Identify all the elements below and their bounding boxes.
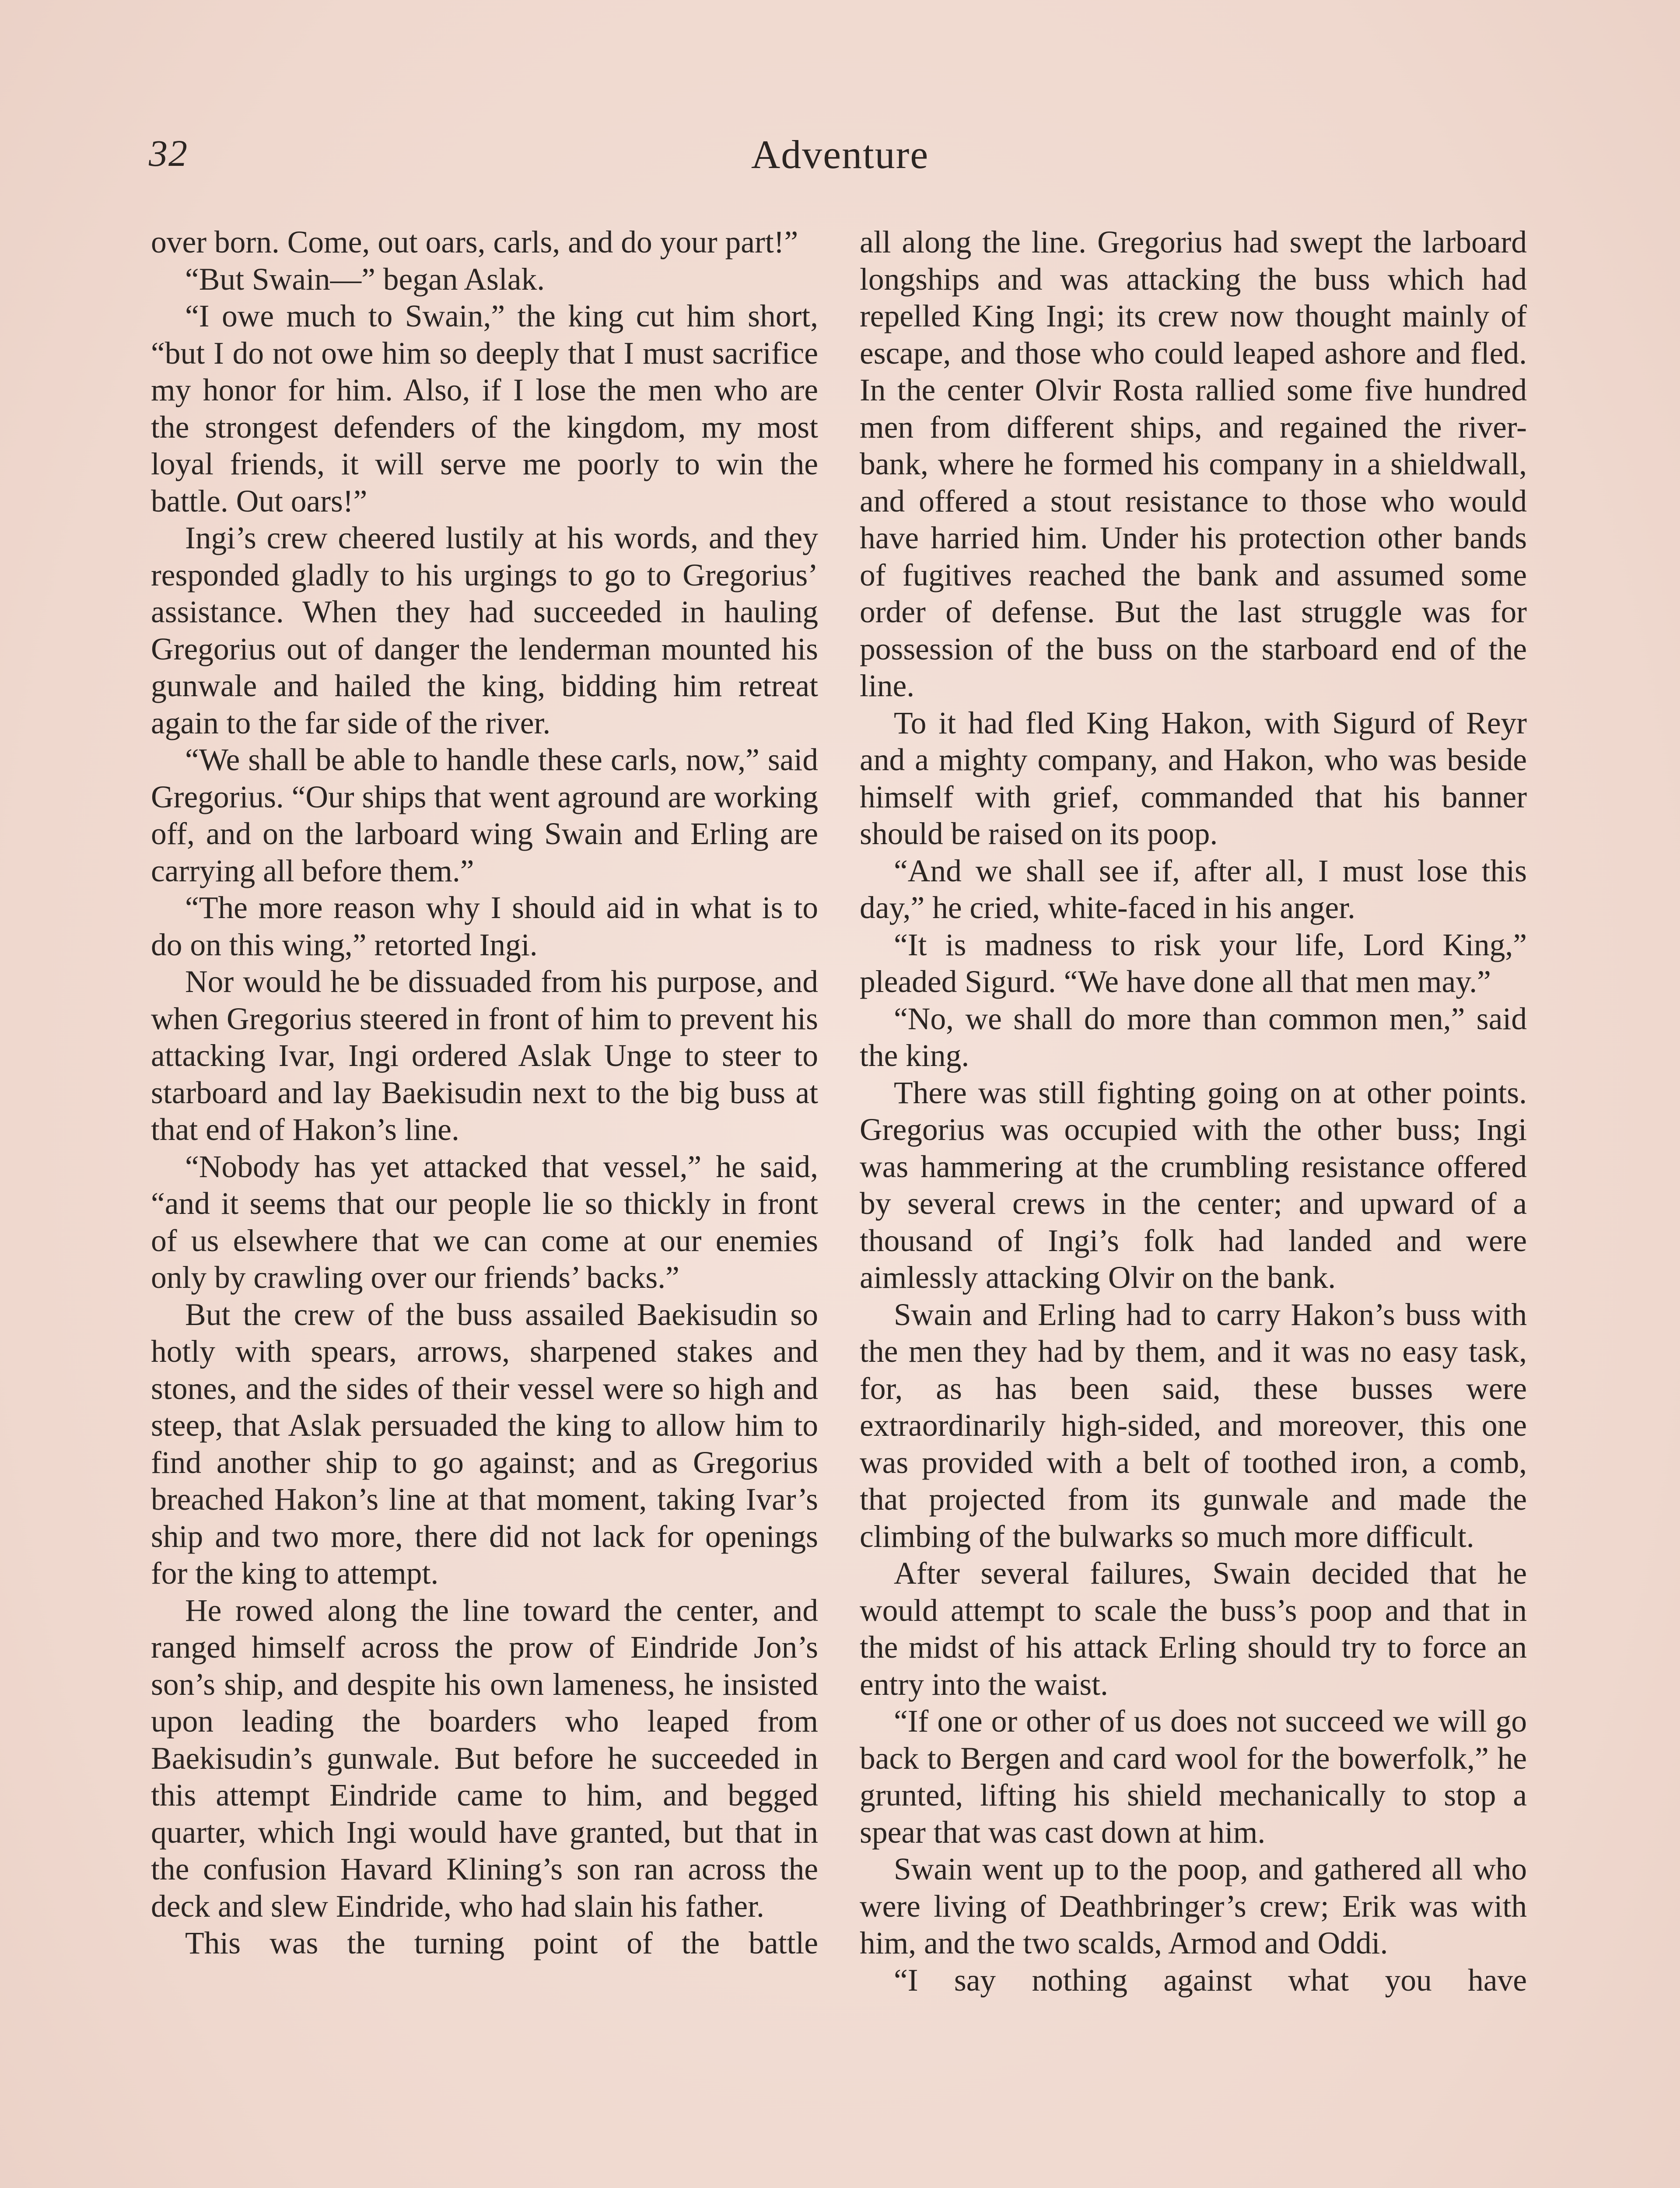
paragraph: all along the line. Gregorius had swept the larboard longships and was attacking the buss which had repelled King Ingi; its crew now thought mainly of escape, and those who could leaped ashore and fled. In the center Olvir Rosta rallied some five hundred men from different ships, and regained the river-bank, where he formed his company in a shieldwall, and offered a stout resistance to those who would have harried him. Under his protection other bands of fugitives reached the bank and assumed some order of defense. But the last struggle was for possession of the buss on the starboard end of the line. bbox=[860, 225, 1527, 703]
paragraph: There was still fighting going on at other points. Gregorius was occupied with the other buss; Ingi was hammering at the crumbling resistance offered by several crews in the center; and upward of a thousand of Ingi’s folk had landed and were aimlessly attacking Olvir on the bank. bbox=[860, 1075, 1527, 1295]
paragraph: “We shall be able to handle these carls, now,” said Gregorius. “Our ships that went aground are working off, and on the larboard wing Swain and Erling are carrying all before them.” bbox=[151, 743, 818, 888]
paragraph: over born. Come, out oars, carls, and do your part!” bbox=[151, 225, 798, 259]
paragraph: “The more reason why I should aid in what is to do on this wing,” retorted Ingi. bbox=[151, 891, 818, 962]
paragraph: “Nobody has yet attacked that vessel,” he said, “and it seems that our people lie so thickly in front of us elsewhere that we can come at our enemies only by crawling over our friends’ backs.” bbox=[151, 1149, 818, 1295]
paragraph: “It is madness to risk your life, Lord King,” pleaded Sigurd. “We have done all that men may.” bbox=[860, 927, 1527, 999]
right-column bbox=[860, 224, 1527, 1999]
paragraph: “I owe much to Swain,” the king cut him short, “but I do not owe him so deeply that I must sacrifice my honor for him. Also, if I lose the men who are the strongest defenders of the kingdom, my most loyal friends, it will serve me poorly to win the battle. Out oars!” bbox=[151, 299, 818, 519]
paragraph: “And we shall see if, after all, I must lose this day,” he cried, white-faced in his anger. bbox=[860, 853, 1527, 925]
left-column bbox=[151, 224, 818, 1962]
page-number: 32 bbox=[149, 132, 188, 174]
page-header bbox=[149, 131, 1531, 184]
paragraph: But the crew of the buss assailed Baekisudin so hotly with spears, arrows, sharpened stakes and stones, and the sides of their vessel were so high and steep, that Aslak persuaded the king to allow him to find another ship to go against; and as Gregorius breached Hakon’s line at that moment, taking Ivar’s ship and two more, there did not lack for openings for the king to attempt. bbox=[151, 1297, 818, 1591]
running-title: Adventure bbox=[751, 132, 929, 177]
paragraph: He rowed along the line toward the center, and ranged himself across the prow of Eindride Jon’s son’s ship, and despite his own lameness, he insisted upon leading the boarders who leaped from Baekisudin’s gunwale. But before he succeeded in this attempt Eindride came to him, and begged quarter, which Ingi would have granted, but that in the confusion Havard Klining’s son ran across the deck and slew Eindride, who had slain his father. bbox=[151, 1593, 818, 1924]
paragraph: “No, we shall do more than common men,” said the king. bbox=[860, 1001, 1527, 1073]
paragraph: “If one or other of us does not succeed we will go back to Bergen and card wool for the bowerfolk,” he grunted, lifting his shield mechanically to stop a spear that was cast down at him. bbox=[860, 1704, 1527, 1850]
paragraph: This was the turning point of the battle bbox=[185, 1926, 818, 1960]
paragraph: Swain and Erling had to carry Hakon’s buss with the men they had by them, and it was no easy task, for, as has been said, these busses were extraordinarily high-sided, and moreover, this one was provided with a belt of toothed iron, a comb, that projected from its gunwale and made the climbing of the bulwarks so much more difficult. bbox=[860, 1297, 1527, 1554]
paragraph: “I say nothing against what you have bbox=[894, 1963, 1527, 1998]
paragraph: After several failures, Swain decided that he would attempt to scale the buss’s poop and that in the midst of his attack Erling should try to force an entry into the waist. bbox=[860, 1556, 1527, 1702]
paragraph: To it had fled King Hakon, with Sigurd of Reyr and a mighty company, and Hakon, who was beside himself with grief, commanded that his banner should be raised on its poop. bbox=[860, 705, 1527, 851]
paragraph: Nor would he be dissuaded from his purpose, and when Gregorius steered in front of him to prevent his attacking Ivar, Ingi ordered Aslak Unge to steer to starboard and lay Baekisudin next to the big buss at that end of Hakon’s line. bbox=[151, 964, 818, 1147]
paragraph: Swain went up to the poop, and gathered all who were living of Deathbringer’s crew; Erik was with him, and the two scalds, Armod and Oddi. bbox=[860, 1852, 1527, 1960]
paragraph: Ingi’s crew cheered lustily at his words, and they responded gladly to his urgings to go to Gregorius’ assistance. When they had succeeded in hauling Gregorius out of danger the lenderman mounted his gunwale and hailed the king, bidding him retreat again to the far side of the river. bbox=[151, 521, 818, 740]
paragraph: “But Swain—” began Aslak. bbox=[185, 262, 545, 297]
